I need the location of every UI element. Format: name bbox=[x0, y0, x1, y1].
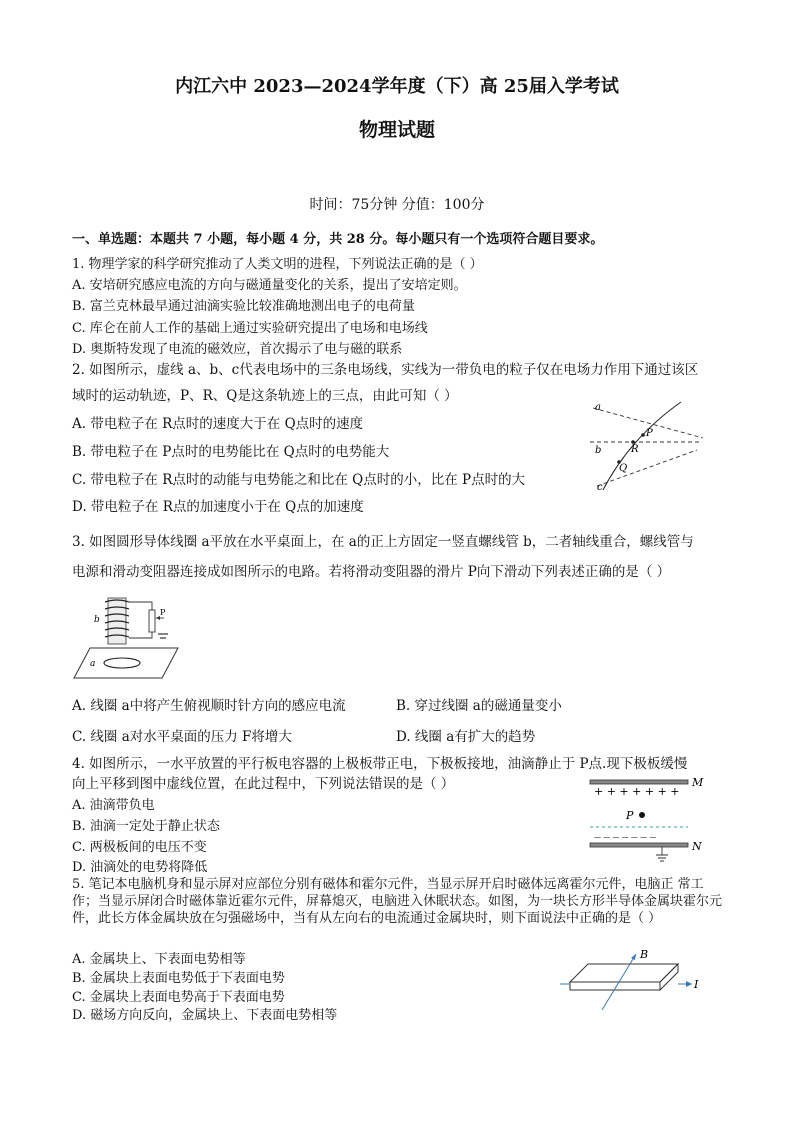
oil-drop bbox=[639, 812, 645, 818]
q5-stem: 5. 笔记本电脑机身和显示屏对应部位分别有磁体和霍尔元件，当显示屏开启时磁体远离霍尔元件，电脑正 常工作；当显示屏闭合时磁体靠近霍尔元件，屏幕熄灭，电脑进入休眠状态。如图，为一块长方形半导体金属块霍尔元件，此长方体金属块放在匀强磁场中，当有从左向右的电流通过金属块时，则下面说法中正确的是（ ） bbox=[72, 877, 723, 926]
label-b: b bbox=[595, 445, 602, 456]
q5-option-c: C. 金属块上表面电势高于下表面电势 bbox=[72, 990, 285, 1005]
q5-option-a: A. 金属块上、下表面电势相等 bbox=[72, 952, 246, 967]
q1-stem: 1. 物理学家的科学研究推动了人类文明的进程，下列说法正确的是（ ） bbox=[72, 257, 483, 272]
q3-stem-line2: 电源和滑动变阻器连接成如图所示的电路。若将滑动变阻器的滑片 P向下滑动下列表述正确的是（ ） bbox=[72, 564, 671, 580]
label-m: M bbox=[692, 776, 704, 789]
exam-info: 时间：75分钟 分值：100分 bbox=[309, 197, 485, 213]
plate-m bbox=[590, 780, 688, 784]
section-heading: 一、单选题：本题共 7 小题，每小题 4 分，共 28 分。每小题只有一个选项符合题目要求。 bbox=[72, 232, 604, 247]
q1-option-c: C. 库仑在前人工作的基础上通过实验研究提出了电场和电场线 bbox=[72, 321, 428, 336]
q1-option-b: B. 富兰克林最早通过油滴实验比较准确地测出电子的电荷量 bbox=[72, 299, 415, 314]
label-r: R bbox=[631, 444, 639, 455]
q4-stem-line2: 向上平移到图中虚线位置，在此过程中，下列说法错误的是（ ） bbox=[72, 776, 455, 792]
plus-signs: + + + + + + + bbox=[594, 785, 680, 798]
q1-option-d: D. 奥斯特发现了电流的磁效应，首次揭示了电与磁的联系 bbox=[72, 342, 403, 357]
q2-option-d: D. 带电粒子在 R点的加速度小于在 Q点的加速度 bbox=[72, 499, 364, 515]
rheostat bbox=[149, 610, 155, 632]
label-n: N bbox=[692, 840, 702, 853]
q2-option-a: A. 带电粒子在 R点时的速度大于在 Q点时的速度 bbox=[72, 416, 364, 432]
q3-option-a: A. 线圈 a中将产生俯视顺时针方向的感应电流 bbox=[72, 698, 346, 714]
q3-solenoid-figure bbox=[72, 590, 184, 682]
field-b-arrow bbox=[631, 954, 636, 960]
label-a: a bbox=[595, 402, 601, 413]
label-p: P bbox=[626, 809, 634, 822]
q2-stem-line1: 2. 如图所示，虚线 a、b、c代表电场中的三条电场线，实线为一带负电的粒子仅在电场力作用下通过该区 bbox=[72, 362, 699, 378]
label-q: Q bbox=[619, 463, 628, 474]
trajectory bbox=[603, 402, 681, 490]
q2-option-b: B. 带电粒子在 P点时的电势能比在 Q点时的电势能大 bbox=[72, 444, 390, 460]
q3-stem-line1: 3. 如图圆形导体线圈 a平放在水平桌面上，在 a的正上方固定一竖直螺线管 b，二者轴线重合，螺线管与 bbox=[72, 534, 694, 550]
q3-option-b: B. 穿过线圈 a的磁通量变小 bbox=[396, 698, 562, 714]
q5-hall-element-figure bbox=[560, 944, 710, 1020]
label-a: a bbox=[90, 659, 96, 669]
q4-capacitor-figure bbox=[588, 775, 706, 865]
label-i: I bbox=[694, 978, 699, 991]
q3-option-c: C. 线圈 a对水平桌面的压力 F将增大 bbox=[72, 729, 292, 745]
q1-option-a: A. 安培研究感应电流的方向与磁通量变化的关系，提出了安培定则。 bbox=[72, 278, 467, 293]
wire-bottom bbox=[129, 632, 152, 638]
exam-subtitle: 物理试题 bbox=[358, 119, 435, 141]
block-side bbox=[660, 964, 678, 990]
minus-signs: — — — — — — — bbox=[594, 833, 657, 841]
q4-option-a: A. 油滴带负电 bbox=[72, 798, 155, 813]
label-b: b bbox=[94, 615, 100, 625]
exam-title: 内江六中 2023—2024学年度（下）高 25届入学考试 bbox=[175, 76, 619, 97]
q5-option-d: D. 磁场方向反向，金属块上、下表面电势相等 bbox=[72, 1008, 338, 1023]
q2-stem-line2: 域时的运动轨迹，P、R、Q是这条轨迹上的三点，由此可知（ ） bbox=[72, 388, 458, 404]
q4-option-b: B. 油滴一定处于静止状态 bbox=[72, 819, 220, 834]
q2-field-lines-figure bbox=[585, 398, 705, 493]
coil-a bbox=[104, 658, 140, 668]
label-c: c bbox=[597, 482, 603, 493]
q5-option-b: B. 金属块上表面电势低于下表面电势 bbox=[72, 971, 285, 986]
label-b: B bbox=[640, 948, 649, 961]
q4-option-d: D. 油滴处的电势将降低 bbox=[72, 860, 208, 875]
label-p: P bbox=[646, 428, 653, 439]
field-line-c bbox=[597, 450, 697, 486]
q2-option-c: C. 带电粒子在 R点时的动能与电势能之和比在 Q点时的小，比在 P点时的大 bbox=[72, 472, 526, 488]
label-p: P bbox=[160, 608, 166, 617]
point-p bbox=[641, 433, 645, 437]
wire-top bbox=[129, 602, 152, 610]
q4-option-c: C. 两极板间的电压不变 bbox=[72, 840, 207, 855]
plate-n bbox=[590, 843, 688, 847]
current-arrow bbox=[686, 981, 692, 987]
q3-option-d: D. 线圈 a有扩大的趋势 bbox=[396, 729, 536, 745]
q4-stem-line1: 4. 如图所示，一水平放置的平行板电容器的上极板带正电，下极板接地，油滴静止于 P点.现下极板缓慢 bbox=[72, 756, 688, 772]
